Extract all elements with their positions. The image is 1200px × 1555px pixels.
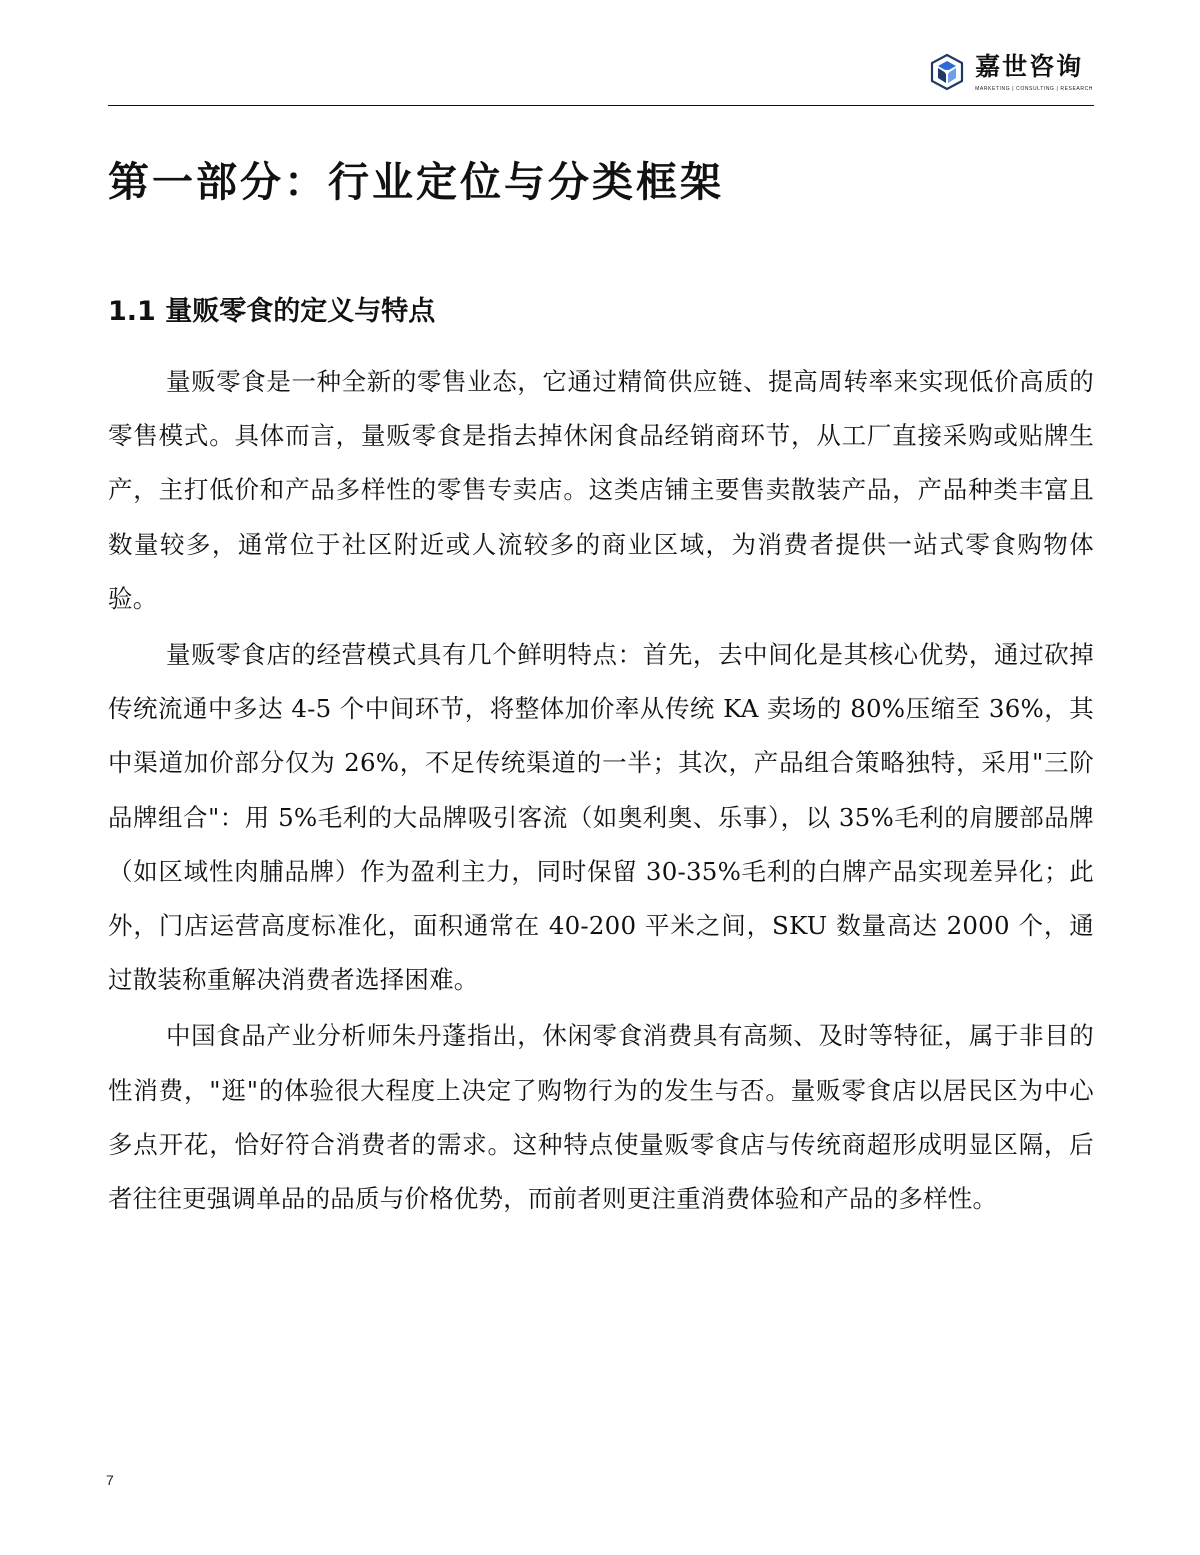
paragraph: 量贩零食店的经营模式具有几个鲜明特点：首先，去中间化是其核心优势，通过砍掉传统流通中多达 4-5 个中间环节，将整体加价率从传统 KA 卖场的 80%压缩至 36%，其中渠道加价部分仅为 26%，不足传统渠道的一半；其次，产品组合策略独特，采用"三阶品牌组合"：用 5%毛利的大品牌吸引客流（如奥利奥、乐事），以 35%毛利的肩腰部品牌（如区域性肉脯品牌）作为盈利主力，同时保留 30-35%毛利的白牌产品实现差异化；此外，门店运营高度标准化，面积通常在 40-200 平米之间，SKU 数量高达 2000 个，通过散装称重解决消费者选择困难。 xyxy=(108,640,1094,995)
company-logo xyxy=(927,52,1093,100)
page-number: 7 xyxy=(106,1472,114,1488)
header-divider xyxy=(108,105,1094,106)
paragraph: 中国食品产业分析师朱丹蓬指出，休闲零食消费具有高频、及时等特征，属于非目的性消费，"逛"的体验很大程度上决定了购物行为的发生与否。量贩零食店以居民区为中心多点开花，恰好符合消费者的需求。这种特点使量贩零食店与传统商超形成明显区隔，后者往往更强调单品的品质与价格优势，而前者则更注重消费体验和产品的多样性。 xyxy=(108,1021,1094,1214)
section-title: 1.1 量贩零食的定义与特点 xyxy=(108,296,436,327)
company-name: 嘉世咨询 xyxy=(975,52,1084,81)
paragraph: 量贩零食是一种全新的零售业态，它通过精简供应链、提高周转率来实现低价高质的零售模式。具体而言，量贩零食是指去掉休闲食品经销商环节，从工厂直接采购或贴牌生产，主打低价和产品多样性的零售专卖店。这类店铺主要售卖散装产品，产品种类丰富且数量较多，通常位于社区附近或人流较多的商业区域，为消费者提供一站式零食购物体验。 xyxy=(108,367,1094,613)
cube-logo-icon xyxy=(927,52,967,92)
body-text xyxy=(108,355,1094,1228)
company-tagline: MARKETING | CONSULTING | RESEARCH xyxy=(975,86,1093,92)
part-title: 第一部分：行业定位与分类框架 xyxy=(108,158,724,206)
logo-text xyxy=(975,52,1093,93)
page-header xyxy=(0,0,1200,108)
